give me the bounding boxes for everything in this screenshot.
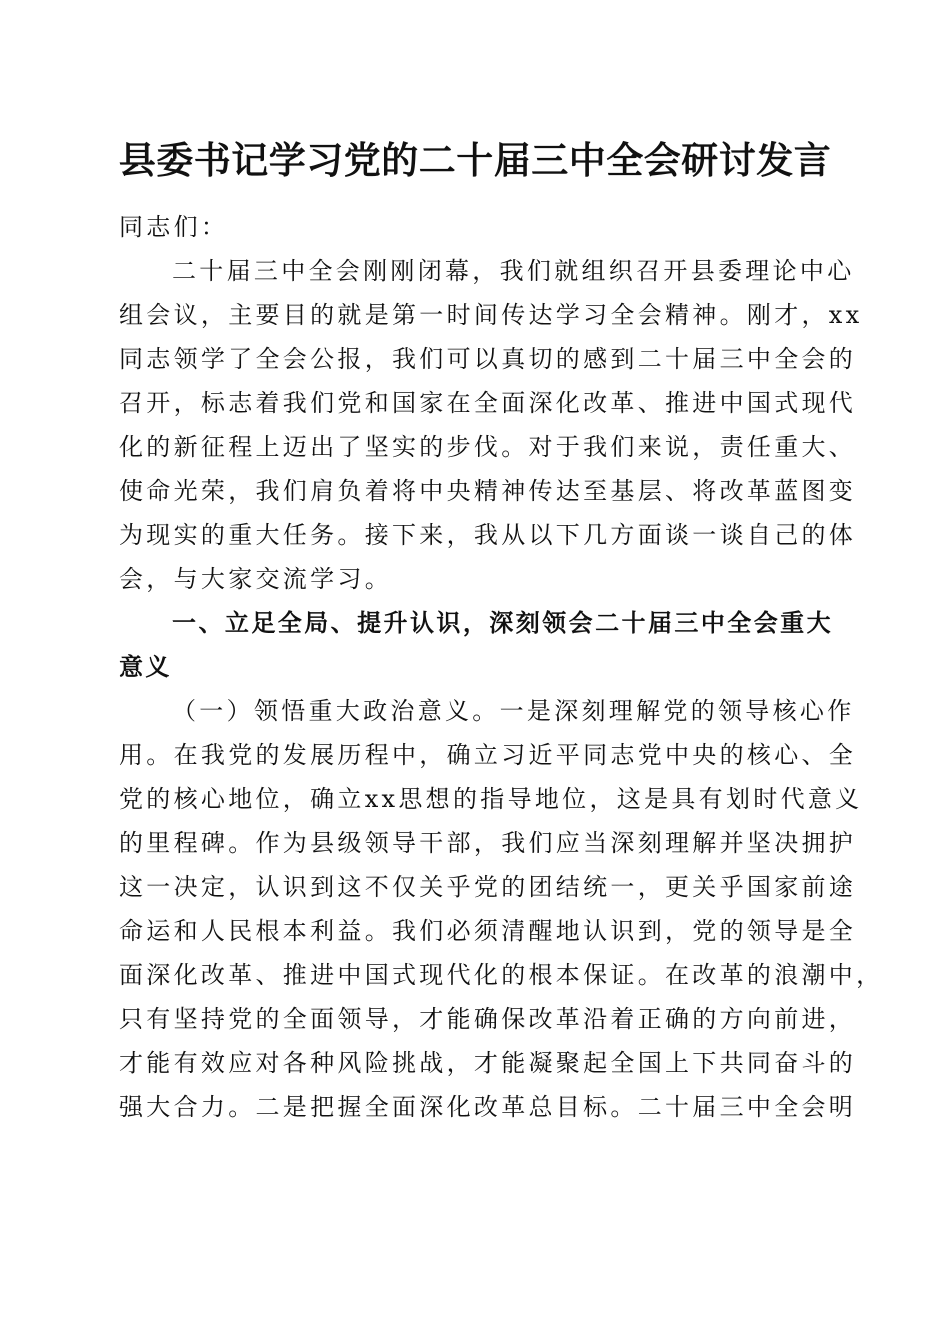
paragraph-line: 党的核心地位，确立xx思想的指导地位，这是具有划时代意义 [119, 785, 863, 813]
paragraph-line: 为现实的重大任务。接下来，我从以下几方面谈一谈自己的体 [119, 521, 857, 549]
paragraph-line: 的里程碑。作为县级领导干部，我们应当深刻理解并坚决拥护 [119, 829, 857, 857]
paragraph-line: 这一决定，认识到这不仅关乎党的团结统一，更关乎国家前途 [119, 873, 857, 901]
paragraph-line: 同志领学了全会公报，我们可以真切的感到二十届三中全会的 [119, 345, 857, 373]
paragraph-line: 二十届三中全会刚刚闭幕，我们就组织召开县委理论中心 [172, 257, 855, 285]
salutation: 同志们： [119, 213, 229, 241]
paragraph-line: 会，与大家交流学习。 [119, 565, 392, 593]
section-heading-line: 一、立足全局、提升认识，深刻领会二十届三中全会重大 [172, 609, 833, 637]
paragraph-line: 面深化改革、推进中国式现代化的根本保证。在改革的浪潮中， [119, 961, 884, 989]
paragraph-line: 只有坚持党的全面领导，才能确保改革沿着正确的方向前进， [119, 1005, 857, 1033]
paragraph-line: 化的新征程上迈出了坚实的步伐。对于我们来说，责任重大、 [119, 433, 857, 461]
paragraph-line: 才能有效应对各种风险挑战，才能凝聚起全国上下共同奋斗的 [119, 1049, 857, 1077]
paragraph-line: 用。在我党的发展历程中，确立习近平同志党中央的核心、全 [119, 741, 857, 769]
paragraph-line: （一）领悟重大政治意义。一是深刻理解党的领导核心作 [172, 697, 855, 725]
paragraph-line: 命运和人民根本利益。我们必须清醒地认识到，党的领导是全 [119, 917, 857, 945]
document-title: 县委书记学习党的二十届三中全会研讨发言 [118, 138, 832, 182]
section-heading-line: 意义 [119, 653, 172, 681]
paragraph-line: 强大合力。二是把握全面深化改革总目标。二十届三中全会明 [119, 1093, 857, 1121]
document-body [119, 205, 884, 1129]
paragraph-line: 组会议，主要目的就是第一时间传达学习全会精神。刚才，xx [119, 301, 863, 329]
paragraph-line: 召开，标志着我们党和国家在全面深化改革、推进中国式现代 [119, 389, 857, 417]
paragraph-line: 使命光荣，我们肩负着将中央精神传达至基层、将改革蓝图变 [119, 477, 857, 505]
